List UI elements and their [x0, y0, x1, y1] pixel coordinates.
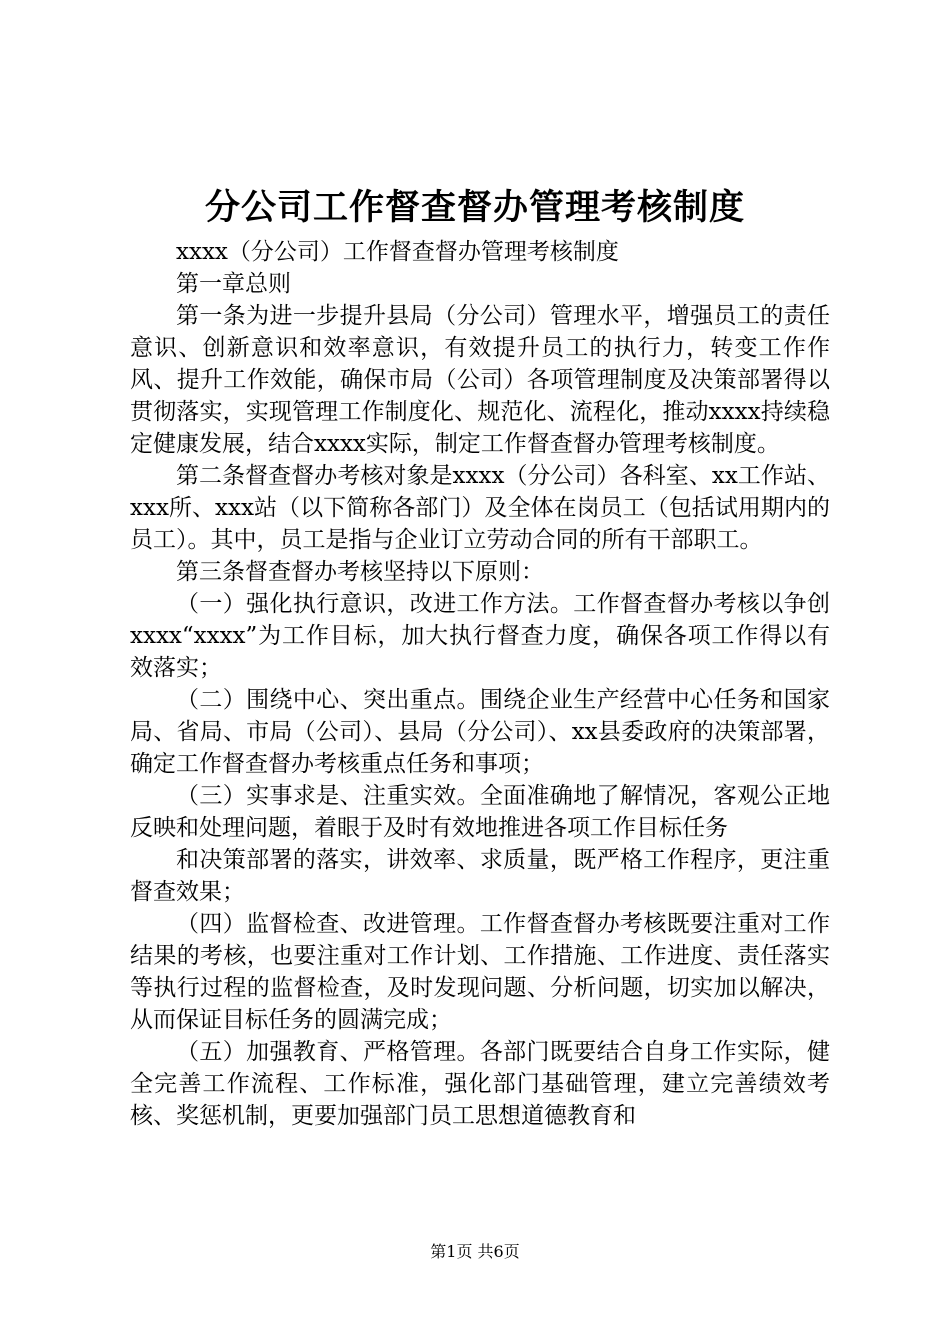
- paragraph-principle-5: （五）加强教育、严格管理。各部门既要结合自身工作实际，健全完善工作流程、工作标准，强化部门基础管理，建立完善绩效考核、奖惩机制，更要加强部门员工思想道德教育和: [130, 1039, 830, 1129]
- paragraph-principle-2: （二）围绕中心、突出重点。围绕企业生产经营中心任务和国家局、省局、市局（公司）、县局（分公司）、xx县委政府的决策部署，确定工作督查督办考核重点任务和事项；: [130, 687, 830, 777]
- paragraph-principle-3: （三）实事求是、注重实效。全面准确地了解情况，客观公正地反映和处理问题，着眼于及时有效地推进各项工作目标任务: [130, 783, 830, 841]
- paragraph-principle-4: （四）监督检查、改进管理。工作督查督办考核既要注重对工作结果的考核，也要注重对工作计划、工作措施、工作进度、责任落实等执行过程的监督检查，及时发现问题、分析问题，切实加以解决，从而保证目标任务的圆满完成；: [130, 911, 830, 1033]
- paragraph-principle-1: （一）强化执行意识，改进工作方法。工作督查督办考核以争创xxxx“xxxx”为工作目标，加大执行督查力度，确保各项工作得以有效落实；: [130, 591, 830, 681]
- paragraph-article-3: 第三条督查督办考核坚持以下原则：: [176, 559, 544, 585]
- paragraph-article-2: 第二条督查督办考核对象是xxxx（分公司）各科室、xx工作站、xxx所、xxx站（以下简称各部门）及全体在岗员工（包括试用期内的员工）。其中，员工是指与企业订立劳动合同的所有干部职工。: [130, 463, 830, 553]
- paragraph-principle-3-cont: 和决策部署的落实，讲效率、求质量，既严格工作程序，更注重督查效果；: [130, 847, 830, 905]
- paragraph-chapter-heading: 第一章总则: [176, 271, 291, 297]
- paragraph-subtitle: xxxx（分公司）工作督查督办管理考核制度: [176, 239, 619, 265]
- page-footer: 第1页 共6页: [430, 1242, 520, 1261]
- paragraph-article-1: 第一条为进一步提升县局（分公司）管理水平，增强员工的责任意识、创新意识和效率意识，有效提升员工的执行力，转变工作作风、提升工作效能，确保市局（公司）各项管理制度及决策部署得以贯彻落实，实现管理工作制度化、规范化、流程化，推动xxxx持续稳定健康发展，结合xxxx实际，制定工作督查督办管理考核制度。: [130, 303, 830, 457]
- document-title: 分公司工作督查督办管理考核制度: [204, 187, 745, 228]
- document-body: [130, 236, 830, 1132]
